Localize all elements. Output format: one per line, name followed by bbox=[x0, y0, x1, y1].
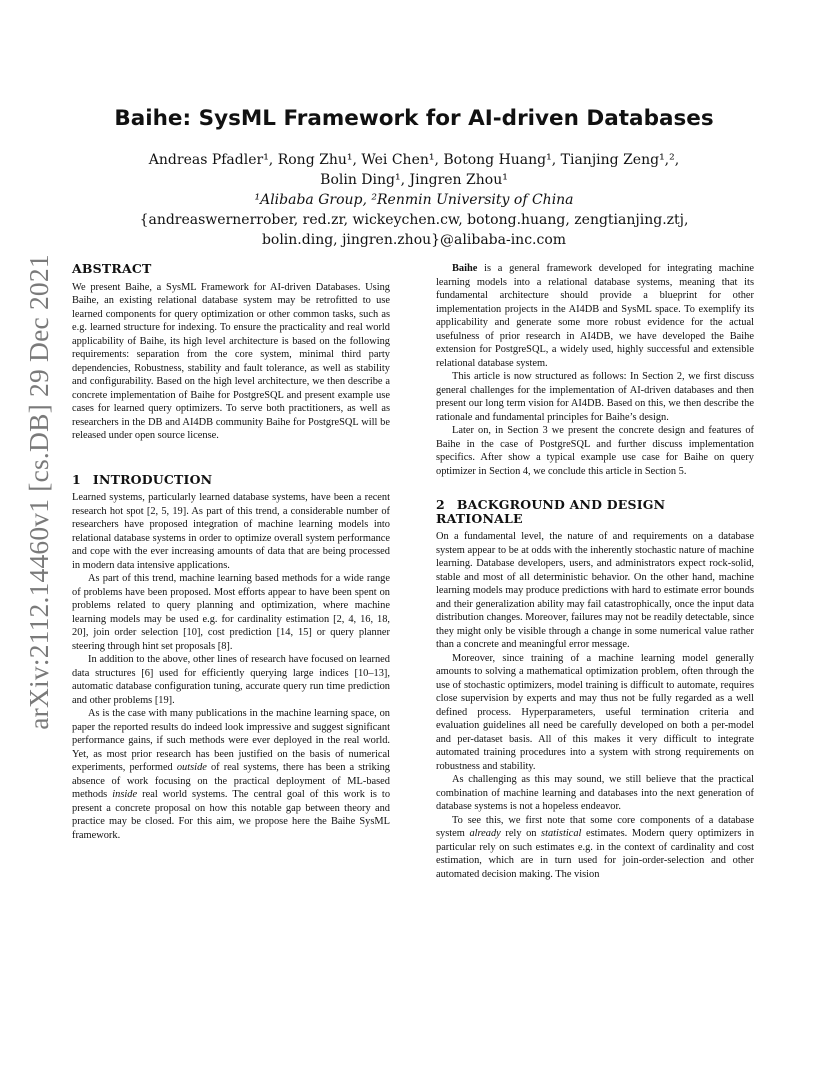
arxiv-sidebar bbox=[14, 254, 64, 730]
email-line-2: bolin.ding, jingren.zhou}@alibaba-inc.com bbox=[261, 232, 567, 248]
right-paragraph-2: This article is now structured as follows: In Section 2, we first discuss general challenges for the implementation of AI-driven databases and then present our long term vision for AI4DB. Based on this, we then describe the rationale and fundamental principles for Baihe’s design. bbox=[436, 371, 754, 423]
intro-p4-emphasis-inside: inside bbox=[112, 789, 138, 800]
bg-p4-part-c: rely on bbox=[500, 828, 542, 839]
baihe-bold: Baihe bbox=[452, 263, 478, 274]
background-section-number: 2 bbox=[436, 497, 445, 512]
background-heading bbox=[436, 498, 754, 525]
intro-p4-emphasis-outside: outside bbox=[176, 762, 207, 773]
arxiv-identifier: arXiv:2112.14460v1 [cs.DB] 29 Dec 2021 bbox=[23, 254, 54, 730]
intro-paragraph-1: Learned systems, particularly learned database systems, have been a recent research hot spot [2, 5, 19]. As part of this trend, a considerable number of researchers have proposed integration of machine learning models into relational database systems in order to optimize overall system performance and cope with the ever increasing amounts of data that are being processed in modern data intensive applications. bbox=[72, 492, 390, 571]
intro-p4-part-c: of real systems, there has been a striking absence of work focusing on the practical deployment of ML-based methods bbox=[72, 762, 390, 800]
author-line-1: Andreas Pfadler¹, Rong Zhu¹, Wei Chen¹, Botong Huang¹, Tianjing Zeng¹,², bbox=[148, 152, 680, 168]
intro-paragraph-2: As part of this trend, machine learning based methods for a wide range of problems have been proposed. Most efforts appear to have been spent on problems related to query planning and optimization, where machine learning models may be used e.g. for cardinality estimation [2, 4, 16, 18, 20], join order selection [10], cost prediction [14, 15] or query planner steering through hint set proposals [8]. bbox=[72, 573, 390, 652]
background-paragraph-1: On a fundamental level, the nature of and requirements on a database system appear to be at odds with the inherently stochastic nature of machine learning. Database developers, users, and administrators expect rock-solid, stable and most of all deterministic behavior. On the other hand, machine learning models may produce predictions with hard to estimate error bounds and their generalization ability may fail catastrophically, once the input data distribution changes. Moreover, failures may not be readily detectable, since they might only be visible through a change in some numerical value rather than a concrete and meaningful error message. bbox=[436, 531, 754, 650]
background-section-title: BACKGROUND AND DESIGN RATIONALE bbox=[436, 497, 666, 526]
intro-p4-part-a: As is the case with many publications in the machine learning space, on paper the reported results do indeed look impressive and suggest significant performance gains, if such methods were ever deployed in the real world. Yet, as most prior research has been justified on the basis of numerical experiments, performed bbox=[72, 708, 390, 773]
email-line-1: {andreaswernerrober, red.zr, wickeychen.cw, botong.huang, zengtianjing.ztj, bbox=[139, 212, 689, 228]
background-paragraph-3: As challenging as this may sound, we still believe that the practical combination of machine learning and databases into the next generation of database systems is not a hopeless endeavor. bbox=[436, 774, 754, 812]
background-paragraph-4 bbox=[436, 814, 754, 882]
intro-p4-part-e: real world systems. The central goal of this work is to present a concrete proposal on how this notable gap between theory and practice may be closed. For this aim, we propose here the Baihe SysML framework. bbox=[72, 789, 391, 841]
abstract-text: We present Baihe, a SysML Framework for AI-driven Databases. Using Baihe, an existing relational database system may be retrofitted to use learned components for query optimization or other common tasks, such as e.g. learned structure for indexing. To ensure the practicality and real world applicability of Baihe, its high level architecture is based on the following requirements: separation from the core system, minimal third party dependencies, Robustness, stability and fault tolerance, as well as stability and configurability. Based on the high level architecture, we then describe a concrete implementation of Baihe for PostgreSQL and present example use cases for learned query optimizers. To serve both practitioners, as well as researchers in the DB and AI4DB community Baihe for PostgreSQL will be released under open source license. bbox=[72, 281, 390, 441]
bg-p4-part-e: estimates. Modern query optimizers in particular rely on such estimates e.g. in the context of cardinality and cost estimation, which are in turn used for join-order-selection and other automated decision making. The vision bbox=[436, 828, 755, 880]
bg-p4-emphasis-already: already bbox=[469, 828, 501, 839]
right-paragraph-1 bbox=[436, 262, 754, 370]
intro-heading bbox=[72, 473, 390, 487]
right-p1-text: is a general framework developed for integrating machine learning models into a relational database systems, meaning that its fundamental architecture should provide a blueprint for other implementation projects in the AI4DB and SysML space. To exemplify its applicability and generate some more robust evidence for the actual usefulness of prior research in AI4DB, we have developed the Baihe extension for PostgreSQL, a widely used, highly successful and extensible relational database system. bbox=[436, 263, 754, 369]
intro-section-title: INTRODUCTION bbox=[92, 471, 213, 487]
abstract-heading: ABSTRACT bbox=[72, 261, 152, 276]
author-line-2: Bolin Ding¹, Jingren Zhou¹ bbox=[320, 172, 508, 188]
author-block bbox=[110, 150, 718, 250]
intro-paragraph-4 bbox=[72, 707, 390, 842]
intro-section-number: 1 bbox=[72, 471, 81, 487]
left-column bbox=[72, 262, 390, 842]
intro-paragraph-3: In addition to the above, other lines of research have focused on learned data structures [6] used for efficiently querying large indices [10–13], automatic database configuration tuning, accurate query run time prediction and other problems [19]. bbox=[72, 654, 390, 706]
paper-title: Baihe: SysML Framework for AI-driven Databases bbox=[114, 106, 714, 131]
bg-p4-part-a: To see this, we first note that some core components of a database system bbox=[436, 814, 754, 839]
background-paragraph-2: Moreover, since training of a machine learning model generally amounts to solving a mathematical optimization problem, often through the use of stochastic optimizers, model training is difficult to automate, requires close supervision by experts and may thus not be fully regarded as a well defined process. Hyperparameters, useful termination criteria and evaluation guidelines all need be carefully developed on both a per-model and per-dataset basis. All of this makes it very difficult to integrate automated training procedures into a system with strong requirements on robustness and stability. bbox=[436, 652, 754, 772]
right-paragraph-3: Later on, in Section 3 we present the concrete design and features of Baihe in the case of PostgreSQL and further discuss implementation specifics. After show a typical example use case for Baihe on query optimizer in Section 4, we conclude this article in Section 5. bbox=[436, 425, 754, 477]
right-column bbox=[436, 262, 754, 881]
affiliation-line: ¹Alibaba Group, ²Renmin University of China bbox=[254, 192, 574, 208]
bg-p4-emphasis-statistical: statistical bbox=[541, 828, 582, 839]
